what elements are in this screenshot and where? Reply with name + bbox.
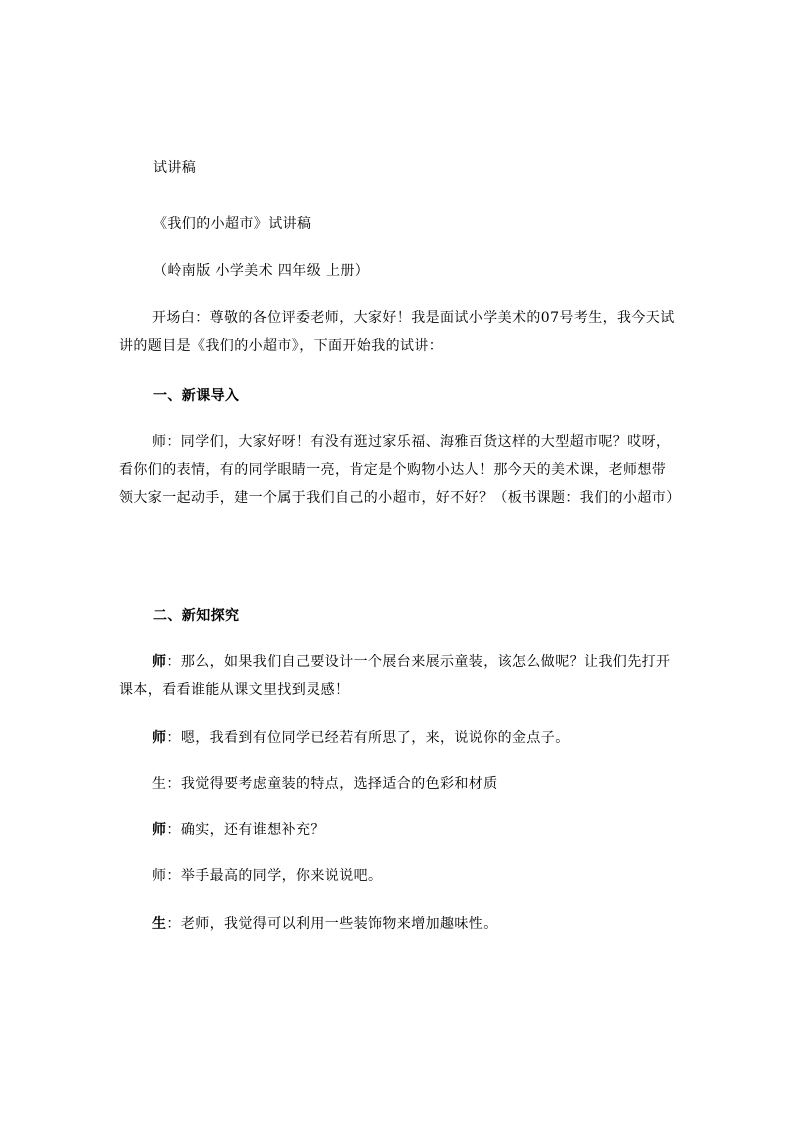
dialogue-line-4 <box>119 816 679 844</box>
edition-info: （岭南版 小学美术 四年级 上册） <box>153 263 370 279</box>
speaker-label: 生 <box>152 916 167 932</box>
speaker-separator: ： <box>166 654 181 670</box>
speaker-separator: ： <box>166 868 181 884</box>
speaker-separator: ： <box>166 730 181 746</box>
speaker-separator: ： <box>166 916 181 932</box>
speaker-separator: ： <box>166 776 181 792</box>
dialogue-line-2 <box>119 724 679 752</box>
doc-title: 试讲稿 <box>153 160 197 176</box>
dialogue-text: 我觉得要考虑童装的特点，选择适合的色彩和材质 <box>180 776 498 792</box>
speaker-label: 师 <box>152 868 167 884</box>
dialogue-line-5 <box>119 862 679 890</box>
dialogue-text: 嗯，我看到有位同学已经若有所思了，来，说说你的金点子。 <box>180 730 570 746</box>
opening-paragraph: 开场白：尊敬的各位评委老师，大家好！我是面试小学美术的07号考生，我今天试讲的题目是《我们的小超市》，下面开始我的试讲： <box>119 310 675 354</box>
dialogue-line-6 <box>119 910 679 938</box>
dialogue-text: 那么，如果我们自己要设计一个展台来展示童装，该怎么做呢？让我们先打开课本，看看谁能从课文里找到灵感！ <box>119 654 671 698</box>
dialogue-line-1 <box>119 648 679 704</box>
dialogue-text: 举手最高的同学，你来说说吧。 <box>180 868 383 884</box>
speaker-label: 生 <box>152 776 167 792</box>
dialogue-text: 老师，我觉得可以利用一些装饰物来增加趣味性。 <box>180 916 498 932</box>
speaker-separator: ： <box>166 822 181 838</box>
section1-paragraph: 师：同学们，大家好呀！有没有逛过家乐福、海雅百货这样的大型超市呢？哎呀，看你们的表情，有的同学眼睛一亮，肯定是个购物小达人！那今天的美术课，老师想带领大家一起动手，建一个属于我们自己的小超市，好不好？（板书课题：我们的小超市） <box>119 434 681 506</box>
section1-heading: 一、新课导入 <box>153 388 240 404</box>
dialogue-text: 确实，还有谁想补充？ <box>180 822 325 838</box>
lesson-title: 《我们的小超市》试讲稿 <box>153 216 312 232</box>
speaker-label: 师 <box>152 730 167 746</box>
speaker-label: 师 <box>152 822 167 838</box>
speaker-label: 师 <box>152 654 167 670</box>
dialogue-line-3 <box>119 770 679 798</box>
section2-heading: 二、新知探究 <box>153 608 240 624</box>
